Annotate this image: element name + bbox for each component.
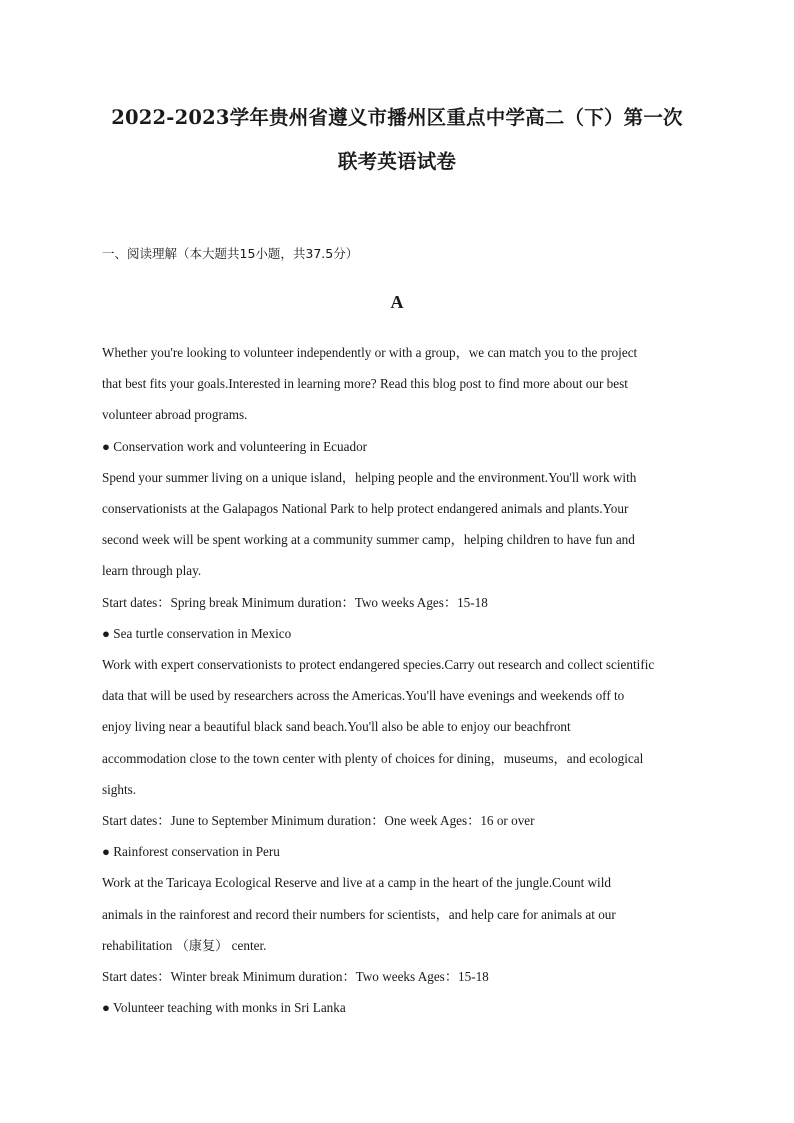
exam-title-line-1: 2022-2023学年贵州省遵义市播州区重点中学高二（下）第一次: [111, 106, 683, 129]
exam-title: [80, 96, 714, 184]
program-heading-peru: ● Rainforest conservation in Peru: [102, 844, 280, 860]
passage-letter: A: [390, 292, 404, 312]
exam-title-line-2: 联考英语试卷: [337, 150, 457, 173]
passage-line: learn through play.: [102, 563, 202, 579]
passage-line: accommodation close to the town center with plenty of choices for dining，museums，and ecological: [102, 750, 644, 766]
program-details-ecuador: Start dates：Spring break Minimum duration：Two weeks Ages：15-18: [102, 594, 488, 610]
section-heading: 一、阅读理解（本大题共15小题，共37.5分）: [102, 246, 359, 261]
passage-line: sights.: [102, 781, 137, 797]
program-heading-mexico: ● Sea turtle conservation in Mexico: [102, 625, 292, 641]
program-heading-sri-lanka: ● Volunteer teaching with monks in Sri Lanka: [102, 1000, 346, 1016]
passage-line: Work at the Taricaya Ecological Reserve and live at a camp in the heart of the jungle.Count wild: [102, 875, 611, 891]
passage-line: data that will be used by researchers across the Americas.You'll have evenings and weekends off to: [102, 688, 625, 704]
program-details-mexico: Start dates：June to September Minimum duration：One week Ages：16 or over: [102, 813, 535, 829]
passage-body: [102, 337, 702, 1023]
passage-line: Work with expert conservationists to protect endangered species.Carry out research and collect scientific: [102, 657, 655, 673]
passage-line: Spend your summer living on a unique island，helping people and the environment.You'll work with: [102, 469, 637, 485]
passage-line: rehabilitation （康复） center.: [102, 937, 267, 953]
program-details-peru: Start dates：Winter break Minimum duration：Two weeks Ages：15-18: [102, 969, 489, 985]
program-heading-ecuador: ● Conservation work and volunteering in Ecuador: [102, 438, 368, 454]
passage-line: conservationists at the Galapagos National Park to help protect endangered animals and plants.Your: [102, 501, 629, 517]
passage-line: enjoy living near a beautiful black sand beach.You'll also be able to enjoy our beachfront: [102, 719, 571, 735]
passage-line: second week will be spent working at a community summer camp，helping children to have fun and: [102, 532, 635, 548]
passage-line: Whether you're looking to volunteer independently or with a group，we can match you to the project: [102, 345, 638, 360]
passage-line: that best fits your goals.Interested in learning more? Read this blog post to find more about our best: [102, 376, 628, 392]
passage-line: volunteer abroad programs.: [102, 407, 248, 423]
passage-line: animals in the rainforest and record their numbers for scientists，and help care for animals at our: [102, 906, 616, 922]
